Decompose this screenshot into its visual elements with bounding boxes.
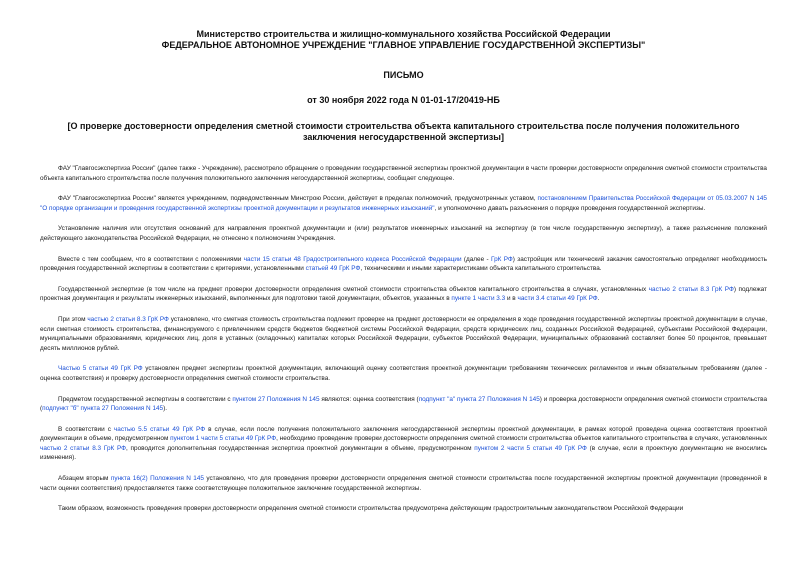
link-postanovlenie-145[interactable]: постановлением Правительства Российской Федерации от 05.03.2007 N 145 "О порядке организации и проведения государственной экспертизы проектной документации и результатов инженерных изысканий" [40, 195, 767, 212]
link-grk-49-3-3-1[interactable]: пункте 1 части 3.3 [451, 295, 506, 303]
link-grk-rf[interactable]: ГрК РФ [490, 255, 513, 263]
link-grk-49-5-1[interactable]: пунктом 1 части 5 статьи 49 ГрК РФ [170, 435, 277, 443]
ministry-name: Министерство строительства и жилищно-коммунального хозяйства Российской Федерации [196, 29, 611, 39]
link-grk-49-5[interactable]: Частью 5 статьи 49 ГрК РФ [58, 365, 143, 373]
document-date-number: от 30 ноября 2022 года N 01-01-17/20419-НБ [307, 95, 500, 105]
link-grk-49-5-2[interactable]: пунктом 2 части 5 статьи 49 ГрК РФ [474, 444, 587, 452]
paragraph-2: ФАУ "Главгосэкспертиза России" является учреждением, подведомственным Минстрою России, действует в пределах полномочий, предусмотренных уставом, постановлением Правительства Российской Федерации от 05.03.2007 N 145 "О порядке организации и проведения государственной экспертизы проектной документации и результатов инженерных изысканий", и уполномочено давать разъяснения о порядке проведения государственной экспертизы. [40, 195, 767, 212]
paragraph-10: Абзацем вторым пункта 16(2) Положения N 145 установлено, что для проведения проверки достоверности определения сметной стоимости строительства после государственной экспертизы проектной документации (проведенной в части оценки соответствия) предоставляется также соответствующее положительное заключение государственной экспертизы. [40, 475, 767, 492]
link-polozhenie-16-2[interactable]: пункта 16(2) Положения N 145 [110, 475, 204, 483]
paragraph-11: Таким образом, возможность проведения проверки достоверности определения сметной стоимости строительства предусмотрена действующим градостроительным законодательством Российской Федерации [58, 505, 684, 513]
link-grk-8-3-2-b[interactable]: частью 2 статьи 8.3 ГрК РФ [87, 315, 169, 323]
link-polozhenie-27-a[interactable]: подпункт "а" пункта 27 Положения N 145 [418, 395, 540, 403]
paragraph-9: В соответствии с частью 5.5 статьи 49 ГрК РФ в случае, если после получения положительного заключения негосударственной экспертизы проектной документации, в рамках которой проведена оценка соответствия проектной документации в объеме, предусмотренном пунктом 1 части 5 статьи 49 ГрК РФ, необходимо проведение проверки достоверности определения сметной стоимости строительства объектов капитального строительства в случаях, установленных частью 2 статьи 8.3 ГрК РФ, проводится дополнительная государственная экспертиза проектной документации в объеме, предусмотренном пунктом 2 части 5 статьи 49 ГрК РФ (в случае, если в проектную документацию не вносились изменения). [40, 425, 768, 462]
agency-name: ФЕДЕРАЛЬНОЕ АВТОНОМНОЕ УЧРЕЖДЕНИЕ "ГЛАВНОЕ УПРАВЛЕНИЕ ГОСУДАРСТВЕННОЙ ЭКСПЕРТИЗЫ" [161, 40, 646, 50]
paragraph-5: Государственной экспертизе (в том числе на предмет проверки достоверности определения сметной стоимости строительства объектов капитального строительства в случаях, установленных частью 2 статьи 8.3 ГрК РФ) подлежат проектная документация и результаты инженерных изысканий, выполненных для подготовки такой документации, объектов, указанных в пункте 1 части 3.3 и в части 3.4 статьи 49 ГрК РФ. [40, 285, 767, 303]
link-grk-8-3-2-c[interactable]: частью 2 статьи 8.3 ГрК РФ [40, 444, 127, 452]
document-subject: [О проверке достоверности определения сметной стоимости строительства объекта капитального строительства после получения положительного заключения негосударственной экспертизы] [67, 121, 740, 142]
link-grk-48-15[interactable]: части 15 статьи 48 Градостроительного кодекса Российской Федерации [243, 255, 462, 263]
paragraph-4: Вместе с тем сообщаем, что в соответствии с положениями части 15 статьи 48 Градостроительного кодекса Российской Федерации (далее - ГрК РФ) застройщик или технический заказчик самостоятельно определяет необходимость проведения государственной экспертизы в соответствии с критериями, установленными статьей 49 ГрК РФ, техническими и иными характеристиками объекта капитального строительства. [40, 255, 767, 273]
paragraph-6: При этом частью 2 статьи 8.3 ГрК РФ установлено, что сметная стоимость строительства подлежит проверке на предмет достоверности ее определения в ходе проведения государственной экспертизы проектной документации в случае, если сметная стоимость строительства, финансируемого с привлечением средств бюджетов бюджетной системы Российской Федерации, средств юридических лиц, созданных Российской Федерацией, субъектами Российской Федерации, муниципальными образованиями, юридических лиц, доля в уставных (складочных) капиталах которых Российской Федерации, субъектов Российской Федерации, муниципальных образований составляет более 50 процентов, превышает десять миллионов рублей. [40, 315, 767, 352]
link-polozhenie-27[interactable]: пунктом 27 Положения N 145 [232, 395, 320, 403]
document-type: ПИСЬМО [383, 70, 424, 80]
letter-body [40, 164, 767, 514]
paragraph-7: Частью 5 статьи 49 ГрК РФ установлен предмет экспертизы проектной документации, включающий оценку соответствия проектной документации требованиям технических регламентов и иным обязательным требованиям (далее - оценка соответствия) и проверку достоверности определения сметной стоимости строительства. [40, 365, 767, 382]
link-grk-49-3-4[interactable]: части 3.4 статьи 49 ГрК РФ [517, 295, 598, 303]
link-polozhenie-27-b[interactable]: подпункт "б" пункта 27 Положения N 145 [42, 405, 164, 413]
paragraph-8: Предметом государственной экспертизы в соответствии с пунктом 27 Положения N 145 являются: оценка соответствия (подпункт "а" пункта 27 Положения N 145) и проверка достоверности определения сметной стоимости строительства (подпункт "б" пункта 27 Положения N 145). [40, 395, 768, 413]
link-grk-8-3-2[interactable]: частью 2 статьи 8.3 ГрК РФ [648, 285, 734, 293]
link-grk-49[interactable]: статьей 49 ГрК РФ [305, 265, 361, 273]
link-grk-49-5-5[interactable]: частью 5.5 статьи 49 ГрК РФ [113, 425, 206, 433]
paragraph-1: ФАУ "Главгосэкспертиза России" (далее также - Учреждение), рассмотрело обращение о проведении государственной экспертизы проектной документации в части проверки достоверности определения сметной стоимости строительства объекта капитального строительства после получения положительного заключения негосударственной экспертизы, сообщает следующее. [40, 165, 767, 182]
paragraph-3: Установление наличия или отсутствия оснований для направления проектной документации и (или) результатов инженерных изысканий на экспертизу (в том числе государственную экспертизу), а также разъяснение положений действующего законодательства Российской Федерации, не отнесено к полномочиям Учреждения. [40, 225, 767, 242]
